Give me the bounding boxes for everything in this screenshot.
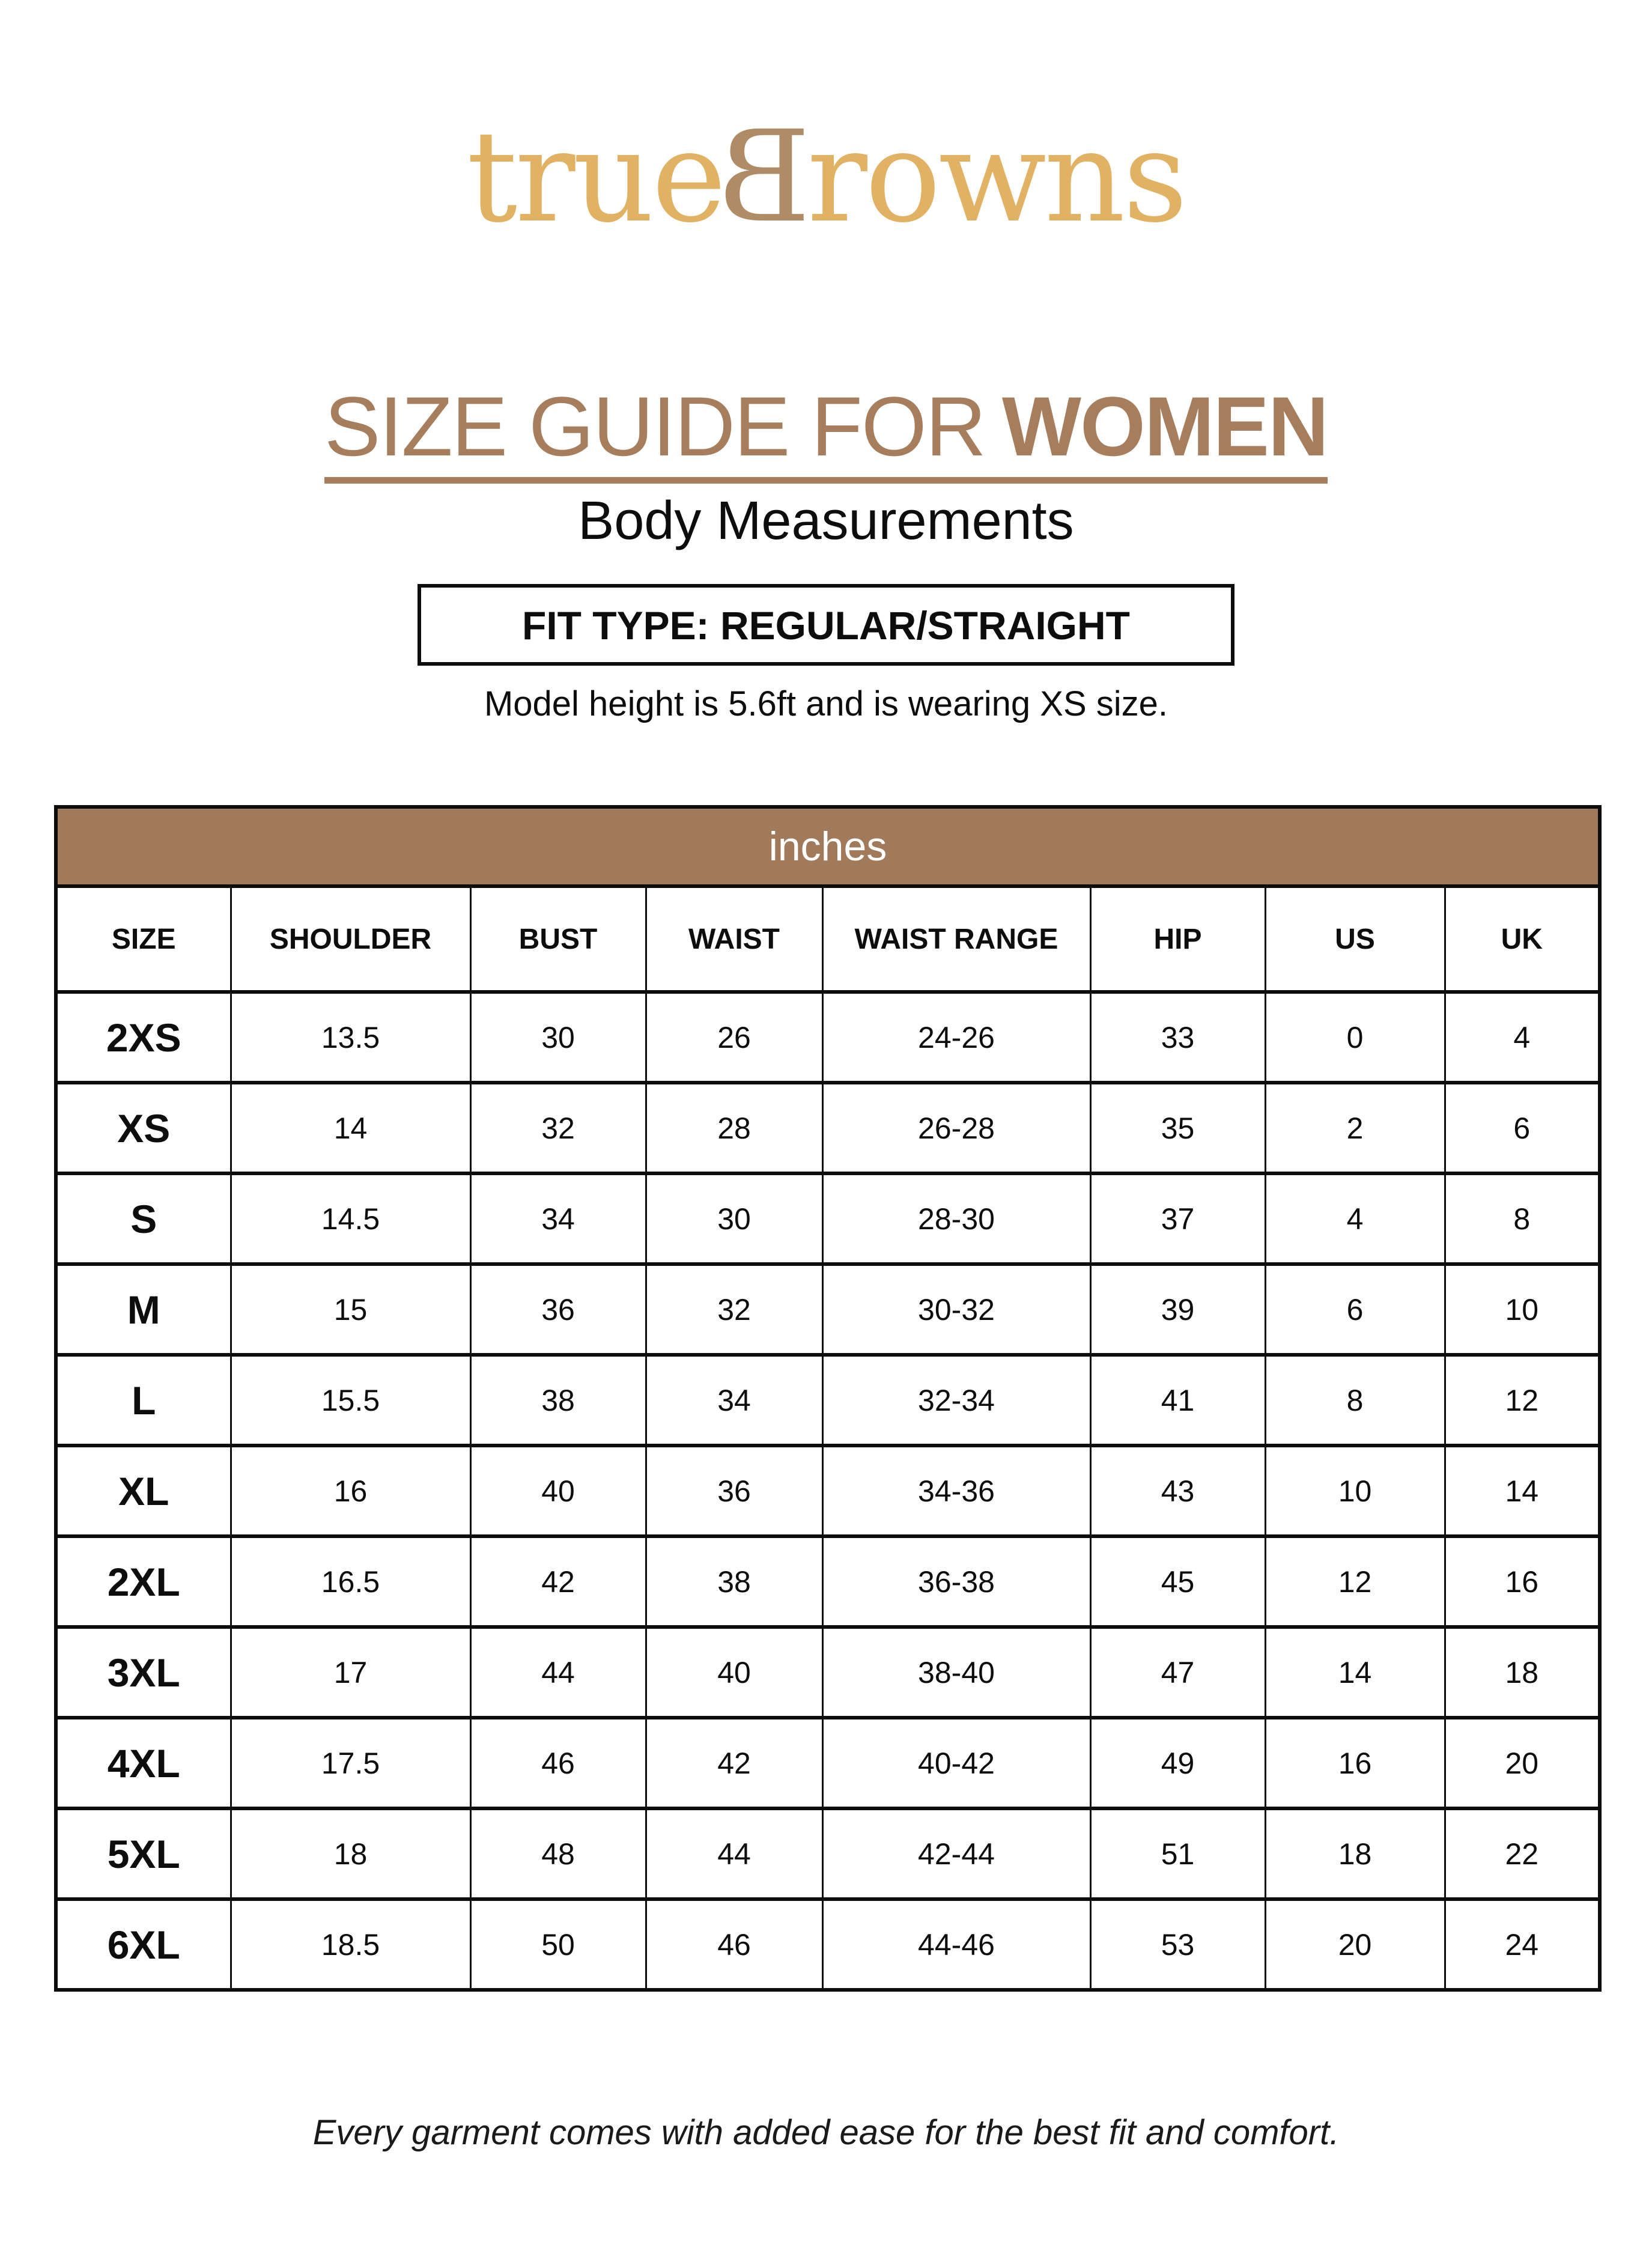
measurement-value-cell: 14 [1265, 1627, 1445, 1718]
measurement-value-cell: 33 [1090, 992, 1265, 1083]
measurement-value-cell: 42-44 [822, 1808, 1090, 1899]
measurement-value-cell: 26-28 [822, 1083, 1090, 1173]
size-label-cell: 2XL [56, 1536, 231, 1627]
measurement-value-cell: 32-34 [822, 1355, 1090, 1446]
size-label-cell: 6XL [56, 1899, 231, 1990]
size-table-body [56, 992, 1600, 1990]
measurement-value-cell: 42 [470, 1536, 646, 1627]
measurement-value-cell: 13.5 [231, 992, 470, 1083]
measurement-value-cell: 34 [470, 1173, 646, 1264]
measurement-value-cell: 50 [470, 1899, 646, 1990]
subtitle-body-measurements: Body Measurements [578, 491, 1074, 551]
measurement-value-cell: 46 [470, 1718, 646, 1808]
measurement-value-cell: 15 [231, 1264, 470, 1355]
size-label-cell: 3XL [56, 1627, 231, 1718]
measurement-value-cell: 6 [1445, 1083, 1600, 1173]
measurement-value-cell: 30 [470, 992, 646, 1083]
measurement-value-cell: 28-30 [822, 1173, 1090, 1264]
column-header: WAIST [646, 886, 822, 992]
size-chart-table [54, 805, 1602, 1992]
measurement-value-cell: 32 [470, 1083, 646, 1173]
column-header: SHOULDER [231, 886, 470, 992]
unit-header-cell: inches [56, 807, 1600, 886]
measurement-value-cell: 14 [1445, 1446, 1600, 1536]
measurement-value-cell: 4 [1265, 1173, 1445, 1264]
measurement-value-cell: 12 [1265, 1536, 1445, 1627]
measurement-value-cell: 24-26 [822, 992, 1090, 1083]
column-header: BUST [470, 886, 646, 992]
measurement-value-cell: 40 [470, 1446, 646, 1536]
size-label-cell: 4XL [56, 1718, 231, 1808]
measurement-value-cell: 38 [470, 1355, 646, 1446]
measurement-value-cell: 34 [646, 1355, 822, 1446]
size-label-cell: XL [56, 1446, 231, 1536]
measurement-value-cell: 38-40 [822, 1627, 1090, 1718]
measurement-value-cell: 49 [1090, 1718, 1265, 1808]
column-header: HIP [1090, 886, 1265, 992]
measurement-value-cell: 14 [231, 1083, 470, 1173]
column-header-row [56, 886, 1600, 992]
table-row [56, 1264, 1600, 1355]
fit-type-row [0, 584, 1652, 666]
measurement-value-cell: 14.5 [231, 1173, 470, 1264]
measurement-value-cell: 46 [646, 1899, 822, 1990]
column-header: UK [1445, 886, 1600, 992]
page-title-regular: SIZE GUIDE FOR [324, 379, 985, 473]
table-row [56, 1446, 1600, 1536]
measurement-value-cell: 53 [1090, 1899, 1265, 1990]
fit-type-box: FIT TYPE: REGULAR/STRAIGHT [418, 584, 1234, 666]
measurement-value-cell: 10 [1445, 1264, 1600, 1355]
logo-text-suffix: rowns [807, 103, 1186, 251]
size-label-cell: 2XS [56, 992, 231, 1083]
measurement-value-cell: 8 [1265, 1355, 1445, 1446]
measurement-value-cell: 17 [231, 1627, 470, 1718]
measurement-value-cell: 16 [1265, 1718, 1445, 1808]
measurement-value-cell: 30-32 [822, 1264, 1090, 1355]
table-row [56, 992, 1600, 1083]
measurement-value-cell: 45 [1090, 1536, 1265, 1627]
measurement-value-cell: 8 [1445, 1173, 1600, 1264]
table-row [56, 1718, 1600, 1808]
measurement-value-cell: 6 [1265, 1264, 1445, 1355]
measurement-value-cell: 41 [1090, 1355, 1265, 1446]
table-row [56, 1173, 1600, 1264]
table-row [56, 1627, 1600, 1718]
unit-header-row [56, 807, 1600, 886]
column-header: SIZE [56, 886, 231, 992]
measurement-value-cell: 39 [1090, 1264, 1265, 1355]
size-label-cell: L [56, 1355, 231, 1446]
column-header: WAIST RANGE [822, 886, 1090, 992]
measurement-value-cell: 16.5 [231, 1536, 470, 1627]
measurement-value-cell: 32 [646, 1264, 822, 1355]
table-row [56, 1083, 1600, 1173]
page-title-underline [324, 379, 1328, 484]
measurement-value-cell: 35 [1090, 1083, 1265, 1173]
measurement-value-cell: 18.5 [231, 1899, 470, 1990]
table-row [56, 1536, 1600, 1627]
measurement-value-cell: 34-36 [822, 1446, 1090, 1536]
measurement-value-cell: 36 [470, 1264, 646, 1355]
column-header: US [1265, 886, 1445, 992]
table-row [56, 1355, 1600, 1446]
page-title [0, 379, 1652, 484]
size-label-cell: XS [56, 1083, 231, 1173]
model-height-note: Model height is 5.6ft and is wearing XS size. [484, 684, 1168, 723]
measurement-value-cell: 16 [231, 1446, 470, 1536]
measurement-value-cell: 18 [1265, 1808, 1445, 1899]
measurement-value-cell: 51 [1090, 1808, 1265, 1899]
measurement-value-cell: 36-38 [822, 1536, 1090, 1627]
logo-text-prefix: true [466, 103, 724, 251]
measurement-value-cell: 16 [1445, 1536, 1600, 1627]
measurement-value-cell: 20 [1265, 1899, 1445, 1990]
measurement-value-cell: 47 [1090, 1627, 1265, 1718]
measurement-value-cell: 36 [646, 1446, 822, 1536]
measurement-value-cell: 40-42 [822, 1718, 1090, 1808]
measurement-value-cell: 12 [1445, 1355, 1600, 1446]
measurement-value-cell: 43 [1090, 1446, 1265, 1536]
page-title-bold: WOMEN [1001, 379, 1328, 473]
logo-mirrored-b: B [720, 103, 811, 251]
table-row [56, 1808, 1600, 1899]
brand-logo [0, 103, 1652, 251]
measurement-value-cell: 48 [470, 1808, 646, 1899]
measurement-value-cell: 24 [1445, 1899, 1600, 1990]
size-label-cell: 5XL [56, 1808, 231, 1899]
size-label-cell: S [56, 1173, 231, 1264]
measurement-value-cell: 4 [1445, 992, 1600, 1083]
measurement-value-cell: 44 [646, 1808, 822, 1899]
measurement-value-cell: 40 [646, 1627, 822, 1718]
measurement-value-cell: 18 [1445, 1627, 1600, 1718]
measurement-value-cell: 44 [470, 1627, 646, 1718]
measurement-value-cell: 44-46 [822, 1899, 1090, 1990]
measurement-value-cell: 38 [646, 1536, 822, 1627]
measurement-value-cell: 22 [1445, 1808, 1600, 1899]
measurement-value-cell: 2 [1265, 1083, 1445, 1173]
measurement-value-cell: 15.5 [231, 1355, 470, 1446]
measurement-value-cell: 28 [646, 1083, 822, 1173]
measurement-value-cell: 42 [646, 1718, 822, 1808]
table-row [56, 1899, 1600, 1990]
measurement-value-cell: 10 [1265, 1446, 1445, 1536]
measurement-value-cell: 20 [1445, 1718, 1600, 1808]
footer-note: Every garment comes with added ease for the best fit and comfort. [312, 2113, 1340, 2152]
measurement-value-cell: 26 [646, 992, 822, 1083]
measurement-value-cell: 30 [646, 1173, 822, 1264]
measurement-value-cell: 17.5 [231, 1718, 470, 1808]
measurement-value-cell: 0 [1265, 992, 1445, 1083]
size-label-cell: M [56, 1264, 231, 1355]
measurement-value-cell: 37 [1090, 1173, 1265, 1264]
measurement-value-cell: 18 [231, 1808, 470, 1899]
